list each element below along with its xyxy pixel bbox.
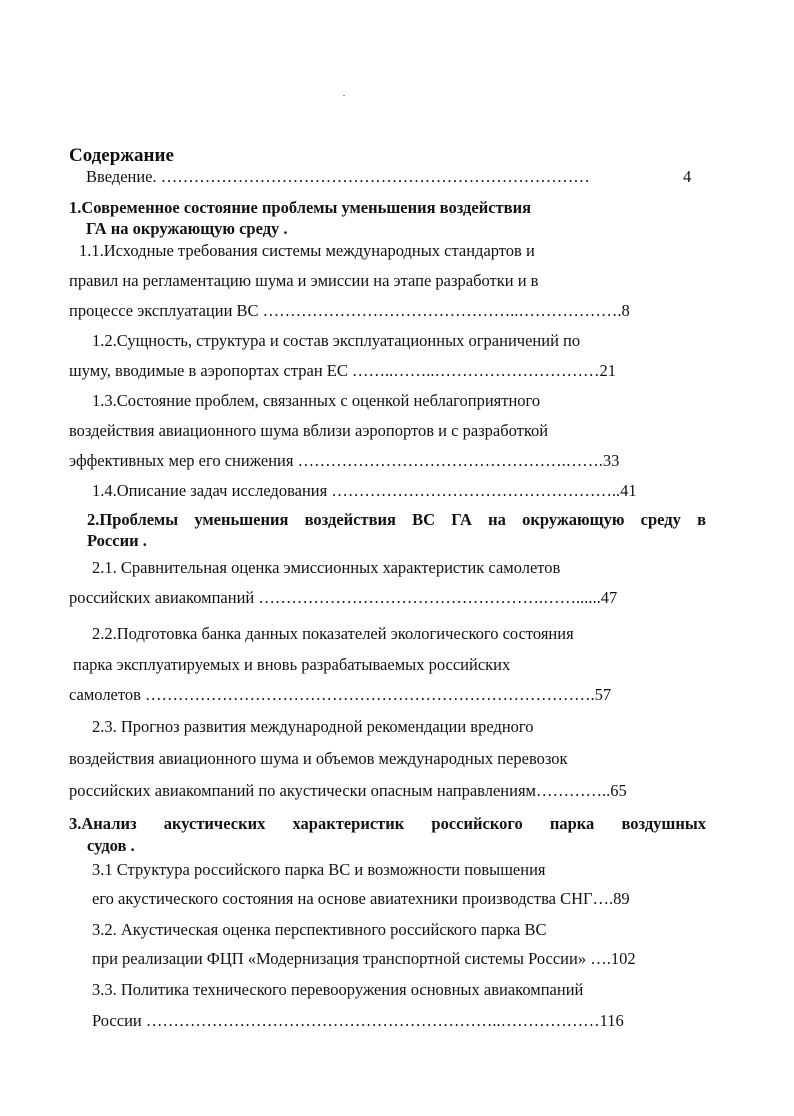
toc-entry-3-1-cont: его акустического состояния на основе авиатехники производства СНГ….89 xyxy=(92,889,630,908)
toc-entry-1-2-cont: шуму, вводимые в аэропортах стран ЕС ……..……..…………………………21 xyxy=(69,361,616,380)
toc-entry-1-2: 1.2.Сущность, структура и состав эксплуатационных ограничений по xyxy=(92,331,581,350)
toc-entry-2-1-cont: российских авиакомпаний …………………………………………….……......47 xyxy=(69,588,618,607)
toc-entry-1-1-cont: правил на регламентацию шума и эмиссии на этапе разработки и в xyxy=(69,271,539,290)
toc-entry-3-3: 3.3. Политика технического перевооружения основных авиакомпаний xyxy=(92,980,584,999)
toc-page-intro: 4 xyxy=(683,167,692,186)
toc-entry-2-2: 2.2.Подготовка банка данных показателей экологического состояния xyxy=(92,624,574,643)
toc-entry-3-2: 3.2. Акустическая оценка перспективного российского парка ВС xyxy=(92,920,547,939)
toc-entry-1-3-cont: эффективных мер его снижения ………………………………………….…….33 xyxy=(69,451,620,470)
toc-entry-3-3-cont: России ………………………………………………………..………………116 xyxy=(92,1011,624,1030)
toc-entry-2-2-cont: парка эксплуатируемых и вновь разрабатываемых российских xyxy=(73,655,511,674)
chapter-3-heading: 3.Анализ акустических характеристик российского парка воздушных xyxy=(69,814,706,833)
toc-entry-1-4: 1.4.Описание задач исследования ……………………………………………..41 xyxy=(92,481,637,500)
toc-entry-1-1-cont: процессе эксплуатации ВС ………………………………………..……………….8 xyxy=(69,301,630,320)
toc-entry-3-1: 3.1 Структура российского парка ВС и возможности повышения xyxy=(92,860,546,879)
page-title: Содержание xyxy=(69,145,174,166)
toc-entry-1-3-cont: воздействия авиационного шума вблизи аэропортов и с разработкой xyxy=(69,421,549,440)
chapter-2-heading-cont: России . xyxy=(87,531,147,550)
chapter-1-heading-cont: ГА на окружающую среду . xyxy=(86,219,288,238)
toc-entry-2-3-cont: воздействия авиационного шума и объемов международных перевозок xyxy=(69,749,568,768)
toc-entry-2-2-cont: самолетов ……………………………………………………………………….57 xyxy=(69,685,612,704)
toc-entry-3-2-cont: при реализации ФЦП «Модернизация транспортной системы России» ….102 xyxy=(92,949,636,968)
chapter-1-heading: 1.Современное состояние проблемы уменьшения воздействия xyxy=(69,198,531,217)
toc-entry-2-1: 2.1. Сравнительная оценка эмиссионных характеристик самолетов xyxy=(92,558,561,577)
toc-entry-1-3: 1.3.Состояние проблем, связанных с оценкой неблагоприятного xyxy=(92,391,541,410)
toc-entry-2-3: 2.3. Прогноз развития международной рекомендации вредного xyxy=(92,717,534,736)
toc-entry-intro: Введение. …………………………………………………………………… xyxy=(86,167,590,186)
toc-entry-1-1: 1.1.Исходные требования системы международных стандартов и xyxy=(79,241,535,260)
scan-speck xyxy=(343,95,345,96)
chapter-3-heading-cont: судов . xyxy=(87,836,135,855)
toc-entry-2-3-cont: российских авиакомпаний по акустически опасным направлениям…………..65 xyxy=(69,781,627,800)
chapter-2-heading: 2.Проблемы уменьшения воздействия ВС ГА на окружающую среду в xyxy=(87,510,706,529)
